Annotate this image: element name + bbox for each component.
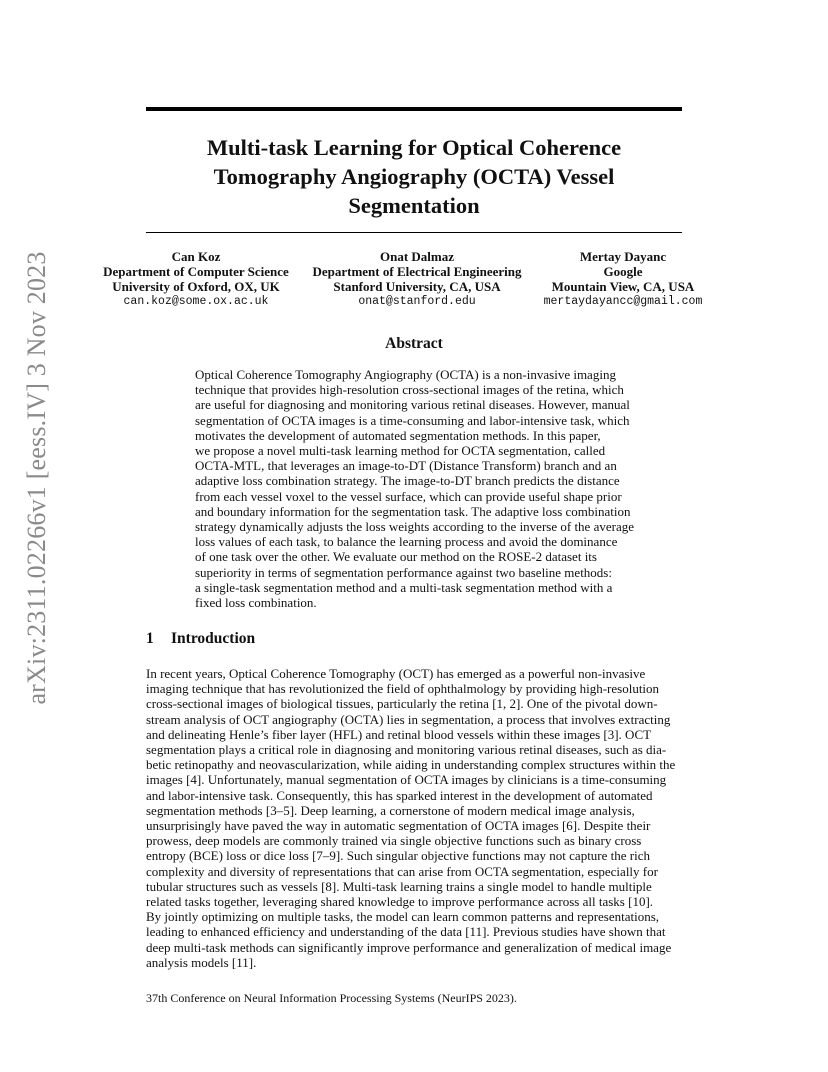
text-line: entropy (BCE) loss or dice loss [7–9]. Such singular objective functions may not capture the rich bbox=[146, 848, 650, 864]
text-line: technique that provides high-resolution cross-sectional images of the retina, which bbox=[195, 382, 624, 398]
text-line: prowess, deep models are commonly trained via single objective functions such as binary cross bbox=[146, 833, 642, 849]
text-line: deep multi-task methods can significantly improve performance and generalization of medical image bbox=[146, 939, 672, 955]
title-line: Tomography Angiography (OCTA) Vessel bbox=[213, 164, 615, 189]
text-line: Optical Coherence Tomography Angiography (OCTA) is a non-invasive imaging bbox=[195, 367, 616, 382]
text-line: from each vessel voxel to the vessel surface, which can provide useful shape prior bbox=[195, 488, 622, 504]
introduction-body bbox=[146, 666, 684, 970]
text-line: analysis models [11]. bbox=[146, 954, 257, 970]
title-line: Segmentation bbox=[348, 193, 480, 218]
text-line: of one task over the other. We evaluate our method on the ROSE-2 dataset its bbox=[195, 549, 597, 565]
text-line: related tasks together, leveraging shared knowledge to improve performance across all tasks [10]. bbox=[146, 894, 654, 910]
text-line: a single-task segmentation method and a multi-task segmentation method with a bbox=[195, 579, 613, 595]
author-location: Stanford University, CA, USA bbox=[333, 279, 501, 294]
text-line: fixed loss combination. bbox=[195, 595, 317, 611]
arxiv-watermark bbox=[0, 0, 60, 1072]
abstract-heading: Abstract bbox=[385, 335, 443, 352]
author-location: University of Oxford, OX, UK bbox=[112, 279, 280, 294]
author-3 bbox=[537, 249, 709, 309]
text-line: By jointly optimizing on multiple tasks, the model can learn common patterns and representations, bbox=[146, 909, 660, 925]
text-line: images [4]. Unfortunately, manual segmentation of OCTA images by clinicians is a time-consuming bbox=[146, 772, 667, 788]
text-line: motivates the development of automated segmentation methods. In this paper, bbox=[195, 427, 601, 443]
text-line: stream analysis of OCT angiography (OCTA) lies in segmentation, a process that involves extracting bbox=[146, 711, 671, 727]
text-line: cross-sectional images of biological tissues, particularly the retina [1, 2]. One of the pivotal down- bbox=[146, 696, 658, 712]
text-line: In recent years, Optical Coherence Tomography (OCT) has emerged as a powerful non-invasive bbox=[146, 666, 646, 681]
author-affiliation: Department of Electrical Engineering bbox=[312, 264, 522, 279]
text-line: are useful for diagnosing and monitoring various retinal diseases. However, manual bbox=[195, 397, 630, 413]
author-affiliation: Google bbox=[603, 264, 643, 279]
paper-title bbox=[146, 133, 682, 220]
author-email[interactable]: onat@stanford.edu bbox=[358, 295, 476, 308]
section-number: 1 bbox=[146, 630, 154, 647]
text-line: unsurprisingly have paved the way in automatic segmentation of OCTA images [6]. Despite their bbox=[146, 818, 651, 834]
text-line: segmentation of OCTA images is a time-consuming and labor-intensive task, which bbox=[195, 412, 630, 428]
title-line: Multi-task Learning for Optical Coherence bbox=[206, 135, 622, 160]
text-line: and labor-intensive task. Consequently, this has sparked interest in the development of automated bbox=[146, 787, 653, 803]
text-line: OCTA-MTL, that leverages an image-to-DT (Distance Transform) branch and an bbox=[195, 458, 617, 474]
text-line: loss values of each task, to balance the learning process and avoid the dominance bbox=[195, 534, 618, 550]
text-line: superiority in terms of segmentation performance against two baseline methods: bbox=[195, 564, 612, 580]
section-heading-introduction bbox=[146, 630, 255, 648]
conference-footnote: 37th Conference on Neural Information Processing Systems (NeurIPS 2023). bbox=[146, 991, 517, 1005]
author-2 bbox=[303, 249, 531, 309]
text-line: strategy dynamically adjusts the loss weights according to the inverse of the average bbox=[195, 519, 634, 535]
text-line: leading to enhanced efficiency and understanding of the data [11]. Previous studies have shown that bbox=[146, 924, 666, 940]
text-line: and delineating Henle’s fiber layer (HFL) and retinal blood vessels within these images [3]. OCT bbox=[146, 726, 652, 742]
author-email[interactable]: can.koz@some.ox.ac.uk bbox=[123, 295, 269, 308]
author-email[interactable]: mertaydayancc@gmail.com bbox=[543, 295, 703, 308]
author-name: Onat Dalmaz bbox=[379, 249, 455, 264]
arxiv-id: arXiv:2311.02266v1 [eess.IV] 3 Nov 2023 bbox=[22, 251, 51, 705]
section-title: Introduction bbox=[171, 630, 256, 647]
text-line: segmentation plays a critical role in diagnosing and monitoring various retinal diseases, such as dia- bbox=[146, 742, 667, 758]
title-bottom-rule bbox=[146, 232, 682, 233]
author-1 bbox=[96, 249, 296, 309]
abstract-body bbox=[195, 367, 635, 610]
author-name: Can Koz bbox=[171, 249, 221, 264]
text-line: we propose a novel multi-task learning method for OCTA segmentation, called bbox=[195, 443, 606, 459]
author-location: Mountain View, CA, USA bbox=[551, 279, 695, 294]
author-name: Mertay Dayanc bbox=[579, 249, 667, 264]
text-line: betic retinopathy and neovascularization, while aiding in understanding complex structures within the bbox=[146, 757, 676, 773]
author-affiliation: Department of Computer Science bbox=[103, 264, 289, 279]
text-line: adaptive loss combination strategy. The image-to-DT branch predicts the distance bbox=[195, 473, 620, 489]
text-line: tubular structures such as vessels [8]. Multi-task learning trains a single model to handle multiple bbox=[146, 878, 652, 894]
text-line: complexity and diversity of representations that can arise from OCTA segmentation, especially for bbox=[146, 863, 658, 879]
text-line: imaging technique that has revolutionized the field of ophthalmology by providing high-resolution bbox=[146, 681, 660, 697]
text-line: segmentation methods [3–5]. Deep learning, a cornerstone of modern medical image analysis, bbox=[146, 802, 635, 818]
title-top-rule bbox=[146, 107, 682, 111]
text-line: and boundary information for the segmentation task. The adaptive loss combination bbox=[195, 503, 631, 519]
